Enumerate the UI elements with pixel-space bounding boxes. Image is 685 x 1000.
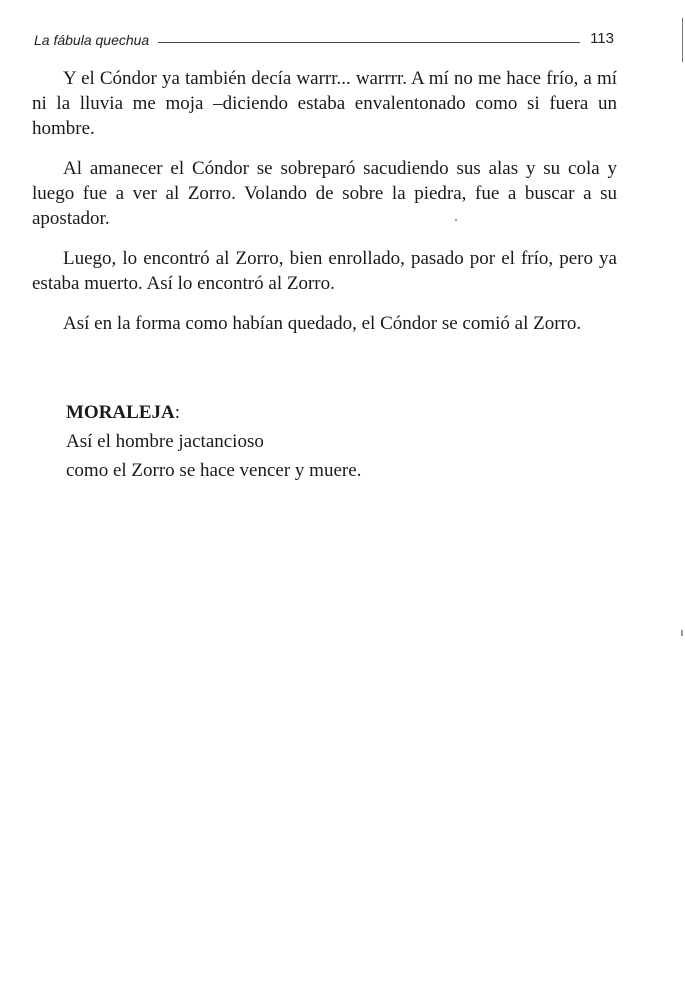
moral-heading-line [66,398,361,427]
moral-section [66,398,361,485]
paragraph-1: Y el Cóndor ya también decía warrr... warrrr. A mí no me hace frío, a mí ni la lluvia me moja –diciendo estaba envalentonado como si fuera un hombre. [32,68,617,139]
dust-speck [455,219,457,221]
moral-line-2: como el Zorro se hace vencer y muere. [66,460,362,481]
running-header [34,30,614,52]
moral-heading: MORALEJA [66,402,175,423]
scan-edge-mark [682,18,683,62]
header-rule [158,42,580,43]
paragraph-4: Así en la forma como habían quedado, el Cóndor se comió al Zorro. [63,313,582,334]
paragraph-3: Luego, lo encontró al Zorro, bien enrollado, pasado por el frío, pero ya estaba muerto. Así lo encontró al Zorro. [32,248,617,294]
moral-heading-colon: : [174,402,181,423]
paragraph-2: Al amanecer el Cóndor se sobreparó sacudiendo sus alas y su cola y luego fue a ver al Zorro. Volando de sobre la piedra, fue a buscar a su apostador. [32,158,617,229]
scan-speck [681,630,683,636]
body-text [32,66,617,351]
running-title: La fábula quechua [34,32,150,48]
moral-line-1: Así el hombre jactancioso [66,431,264,452]
page-number: 113 [590,30,614,47]
